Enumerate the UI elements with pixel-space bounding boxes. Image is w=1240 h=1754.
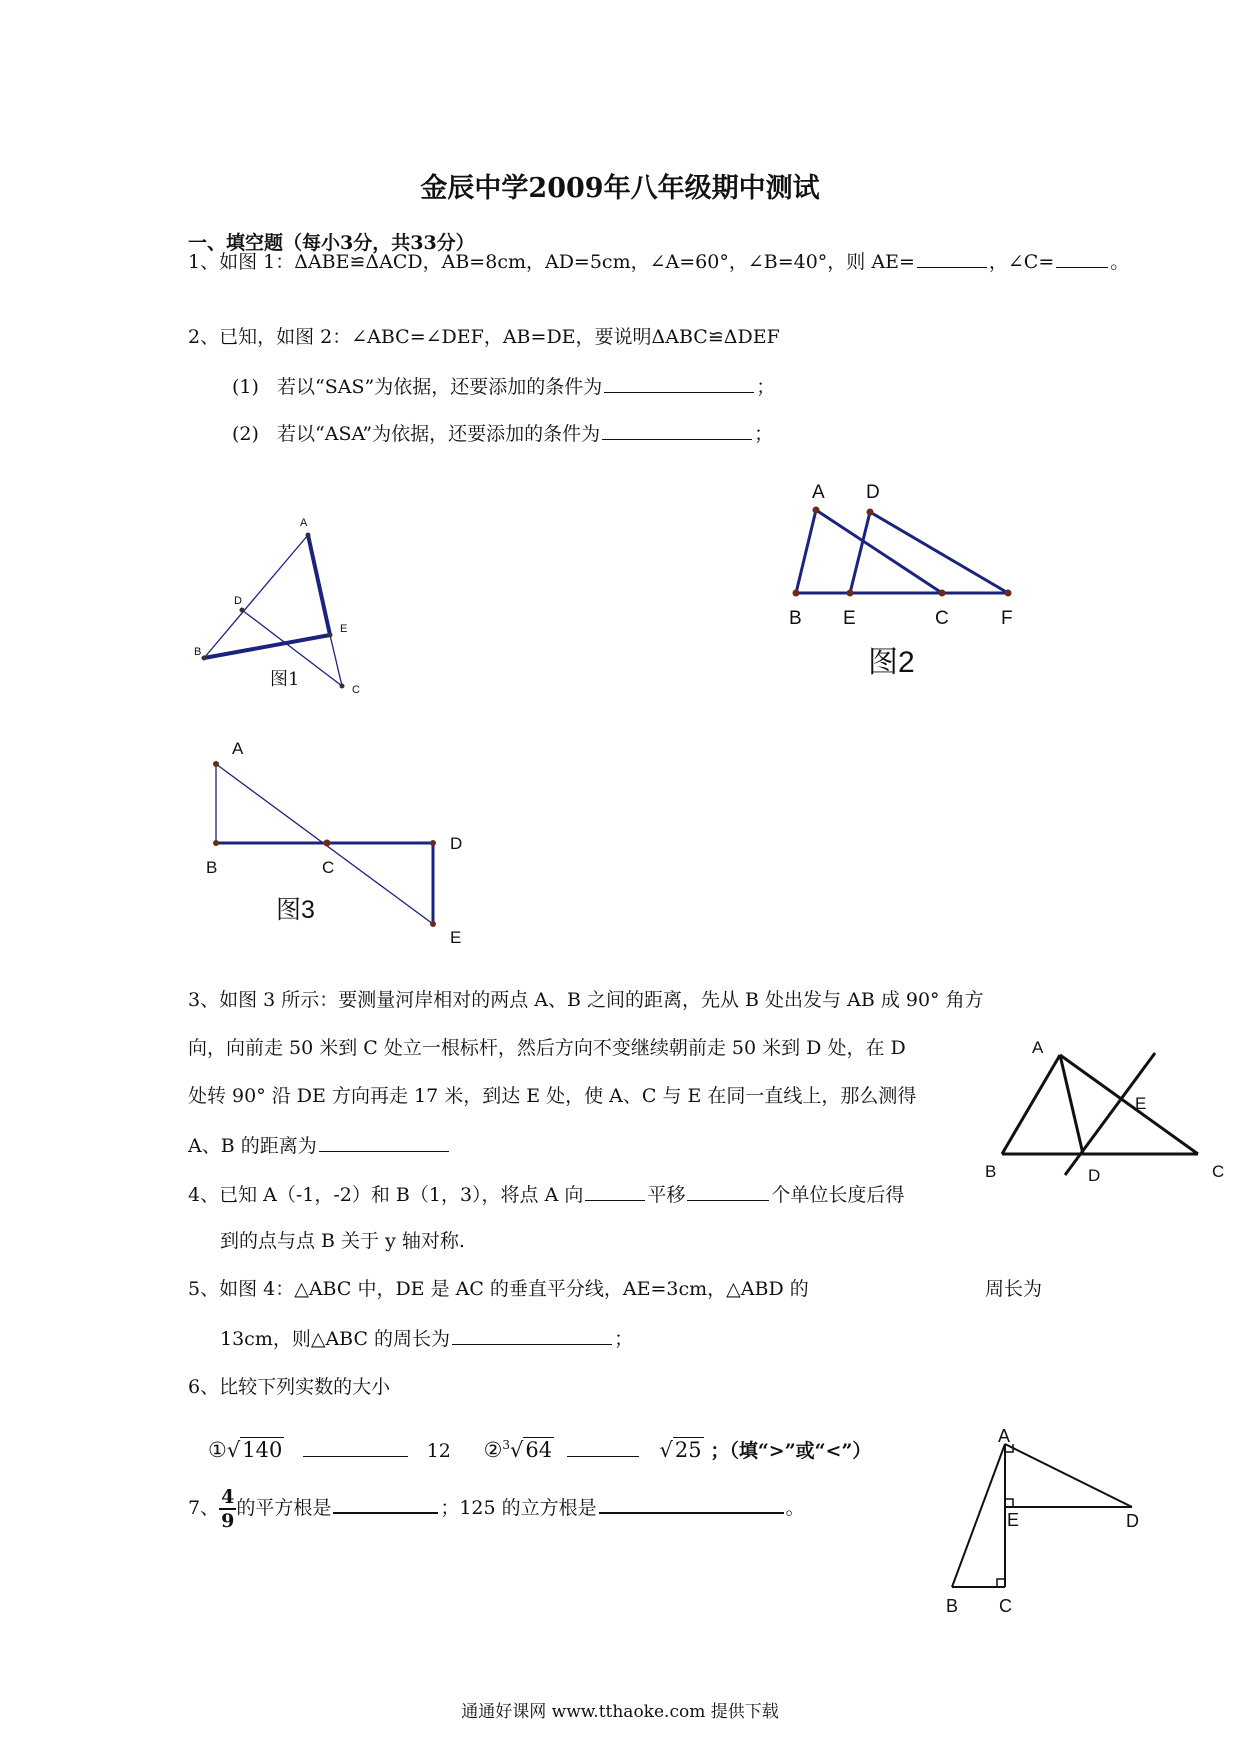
q7-text-b: ；125 的立方根是 <box>440 1497 597 1519</box>
q6-value-12: 12 <box>426 1440 451 1462</box>
q2-sub2-text: 若以“ASA”为依据，还要添加的条件为 <box>277 423 601 445</box>
q4-blank-direction[interactable] <box>585 1180 645 1201</box>
q2-sub2-end: ； <box>754 423 774 445</box>
q7-text-c: 。 <box>785 1497 805 1519</box>
footer: 通通好课网 www.tthaoke.com 提供下载 <box>461 1702 779 1722</box>
fig2-label-c: C <box>935 608 949 629</box>
fig2-caption: 图2 <box>868 646 915 679</box>
fig2-label-f: F <box>1001 608 1013 629</box>
q1-text-b: ，∠C= <box>988 251 1055 273</box>
fig3-caption: 图3 <box>276 896 315 924</box>
question-4-line-2: 到的点与点 B 关于 y 轴对称. <box>220 1230 465 1252</box>
q4-text-b: 平移 <box>647 1184 686 1206</box>
q4-text-c: 个单位长度后得 <box>771 1184 905 1206</box>
fig5-label-e: E <box>1007 1510 1020 1530</box>
q7-blank-square-root[interactable] <box>333 1492 438 1514</box>
fig5-label-a: A <box>998 1426 1011 1446</box>
question-5-line-2 <box>220 1324 633 1352</box>
q6-radicand-140: 140 <box>242 1438 283 1462</box>
fraction-denominator: 9 <box>221 1510 235 1532</box>
question-3-line-3: 处转 90° 沿 DE 方向再走 17 米，到达 E 处，使 A、C 与 E 在同一直线上，那么测得 <box>188 1085 917 1107</box>
fig3-label-d: D <box>450 834 463 853</box>
q5-text: 13cm，则△ABC 的周长为 <box>220 1328 451 1350</box>
question-3-line-2: 向，向前走 50 米到 C 处立一根标杆，然后方向不变继续朝前走 50 米到 D 处，在 D <box>188 1037 906 1059</box>
question-6-comparisons <box>208 1432 871 1464</box>
q1-text-c: 。 <box>1110 251 1130 273</box>
question-5-line-1-end: 周长为 <box>985 1278 1043 1300</box>
q5-end: ； <box>614 1328 634 1350</box>
q6-blank-2[interactable] <box>567 1436 639 1457</box>
figure-5 <box>935 1426 1165 1616</box>
q1-text: 1、如图 1：ΔABE≌ΔACD，AB=8cm，AD=5cm，∠A=60°，∠B=40°，则 AE= <box>188 251 915 273</box>
fig3-label-a: A <box>232 739 244 758</box>
q4-text-a: 4、已知 A（-1，-2）和 B（1，3），将点 A 向 <box>188 1184 584 1206</box>
fig1-label-c: C <box>352 684 360 696</box>
cbrt-64: $^3$√64 <box>502 1438 553 1462</box>
fig4-label-d: D <box>1088 1166 1101 1185</box>
q3-text: A、B 的距离为 <box>188 1135 317 1157</box>
fig1-label-b: B <box>194 646 202 658</box>
question-2-sub1 <box>232 372 775 400</box>
q2-sub2-blank[interactable] <box>602 419 752 440</box>
fig4-label-b: B <box>985 1162 997 1181</box>
fig2-label-e: E <box>843 608 856 629</box>
q6-circle-1: ① <box>208 1438 227 1462</box>
q2-sub1-text: 若以“SAS”为依据，还要添加的条件为 <box>277 376 603 398</box>
q6-radicand-64: 64 <box>525 1438 553 1462</box>
sqrt-140: √140 <box>226 1438 283 1462</box>
q6-circle-2: ② <box>483 1438 503 1462</box>
fig5-label-b: B <box>946 1596 959 1616</box>
page-title: 金辰中学2009年八年级期中测试 <box>420 173 820 204</box>
fig2-label-d: D <box>866 482 880 503</box>
q2-sub1-number: (1) <box>232 376 259 398</box>
question-3-line-4 <box>188 1131 451 1159</box>
q1-blank-c[interactable] <box>1056 247 1108 268</box>
figure-1 <box>190 510 370 710</box>
fig4-label-c: C <box>1212 1162 1225 1181</box>
q6-note: ；（填“>”或“<”） <box>710 1440 872 1462</box>
fig1-label-d: D <box>234 595 242 607</box>
question-4-line-1 <box>188 1180 904 1208</box>
fig2-label-a: A <box>812 482 825 503</box>
fig5-label-c: C <box>999 1596 1012 1616</box>
q2-sub1-end: ； <box>756 376 776 398</box>
q3-blank[interactable] <box>319 1131 449 1152</box>
fig3-label-c: C <box>322 858 335 877</box>
fraction-numerator: 4 <box>221 1486 235 1508</box>
fig1-label-a: A <box>300 517 308 529</box>
q2-sub1-blank[interactable] <box>604 372 754 393</box>
q7-number: 7、 <box>188 1497 220 1519</box>
q5-blank[interactable] <box>452 1324 612 1345</box>
q7-text-a: 的平方根是 <box>236 1497 332 1519</box>
figure-4 <box>985 1035 1235 1190</box>
question-3-line-1: 3、如图 3 所示：要测量河岸相对的两点 A、B 之间的距离，先从 B 处出发与 AB 成 90° 角方 <box>188 989 984 1011</box>
fig5-label-d: D <box>1126 1511 1139 1531</box>
question-5-line-1: 5、如图 4：△ABC 中，DE 是 AC 的垂直平分线，AE=3cm，△ABD 的 <box>188 1278 809 1300</box>
question-6: 6、比较下列实数的大小 <box>188 1376 391 1398</box>
q6-root-index: 3 <box>502 1438 511 1452</box>
q2-sub2-number: (2) <box>232 423 259 445</box>
question-1 <box>188 247 1129 275</box>
fig4-label-a: A <box>1032 1038 1044 1057</box>
sqrt-25: √25 <box>659 1438 702 1462</box>
q6-blank-1[interactable] <box>303 1436 408 1457</box>
question-7 <box>188 1486 805 1532</box>
fig4-label-e: E <box>1135 1094 1147 1113</box>
question-2-sub2 <box>232 419 773 447</box>
question-2: 2、已知，如图 2：∠ABC=∠DEF，AB=DE，要说明ΔABC≌ΔDEF <box>188 326 780 348</box>
q6-radicand-25: 25 <box>674 1438 702 1462</box>
figure-3 <box>200 740 480 955</box>
q1-blank-ae[interactable] <box>917 247 987 268</box>
q4-blank-units[interactable] <box>687 1180 769 1201</box>
fig1-caption: 图1 <box>270 669 300 690</box>
fig3-label-e: E <box>450 928 462 947</box>
section-heading: 一、填空题（每小3分，共33分） <box>188 232 475 254</box>
q7-blank-cube-root[interactable] <box>599 1492 784 1514</box>
fig2-label-b: B <box>789 608 802 629</box>
figure-2 <box>780 480 1040 680</box>
fraction-4-9 <box>219 1486 236 1532</box>
fig1-label-e: E <box>340 623 348 635</box>
fig3-label-b: B <box>206 858 218 877</box>
